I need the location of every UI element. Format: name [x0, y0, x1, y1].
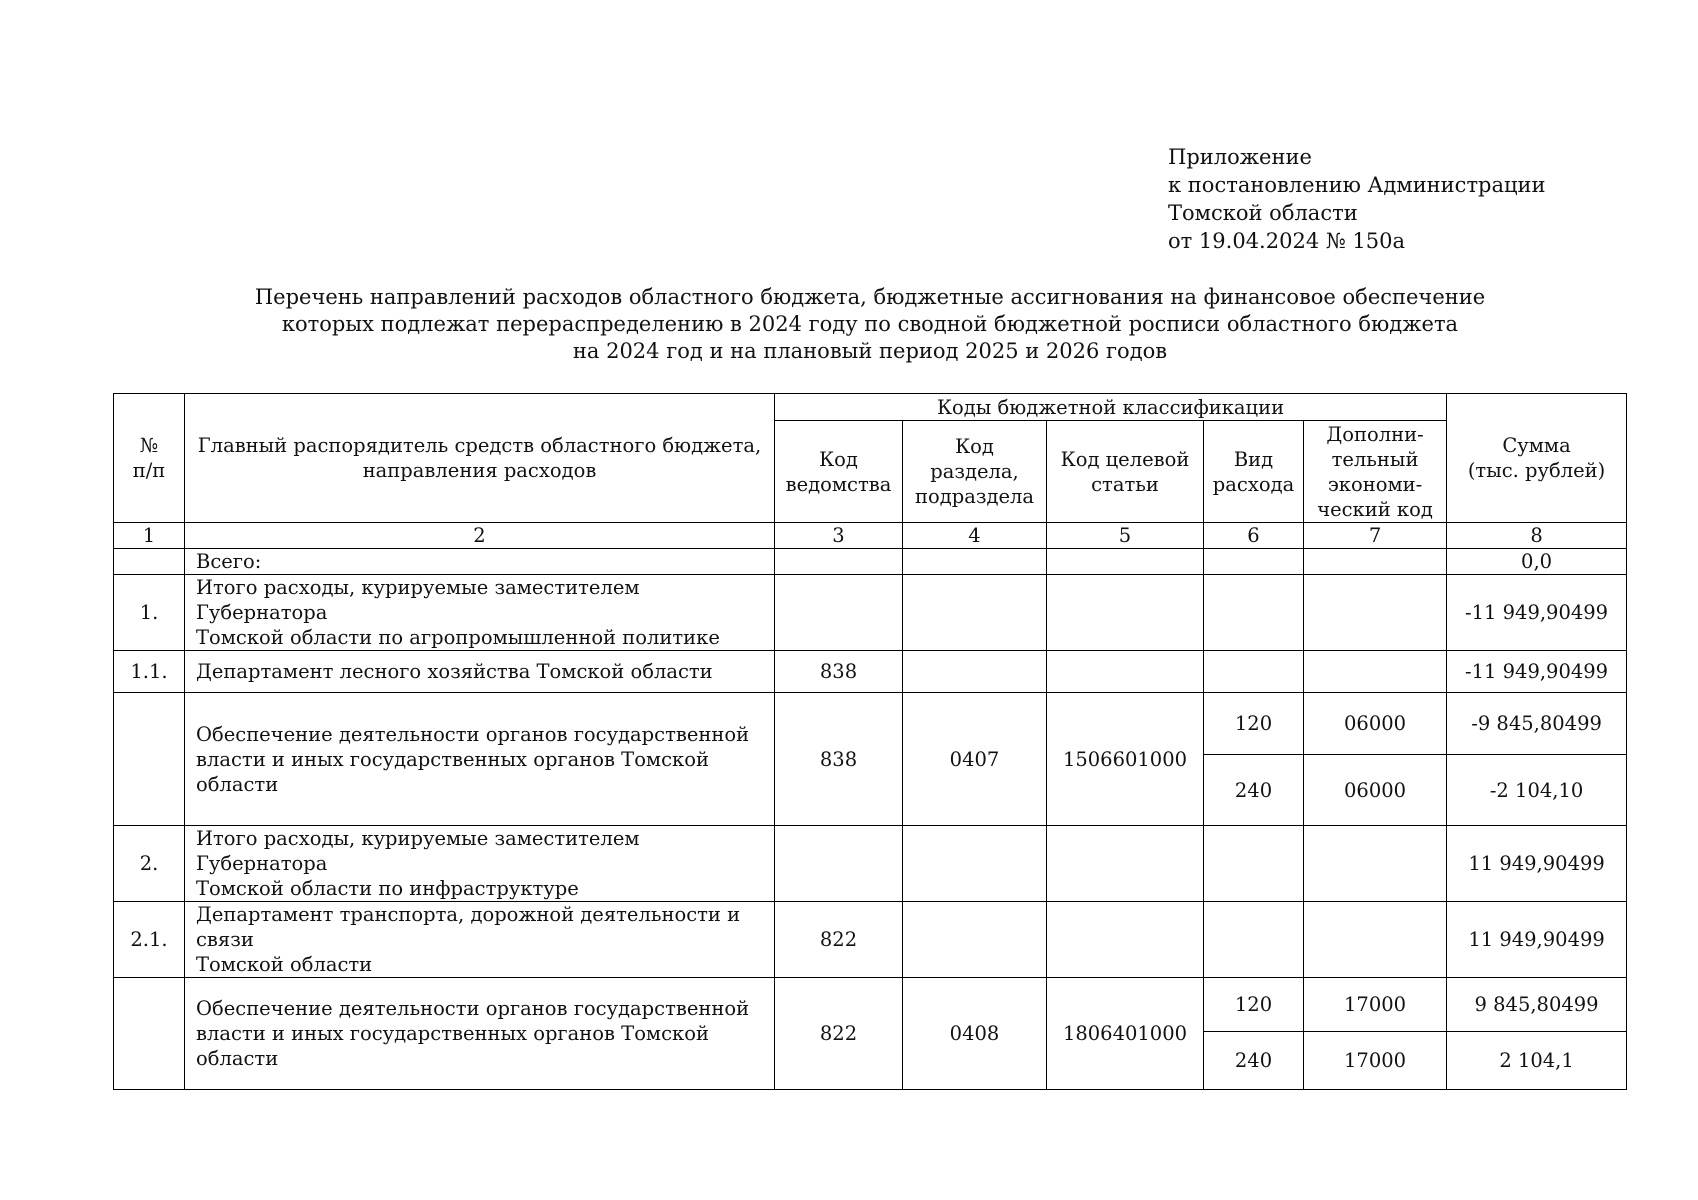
row-name-line: Обеспечение деятельности органов государственной [196, 997, 750, 1020]
total-label: Всего: [185, 549, 775, 575]
header-line: тельный [1331, 447, 1419, 471]
empty-cell [775, 549, 903, 575]
header-expense-type [1204, 421, 1304, 523]
empty-cell [1204, 826, 1304, 902]
header-line: подраздела [914, 485, 1035, 508]
empty-cell [903, 575, 1047, 651]
row-num: 1.1. [114, 651, 185, 693]
header-line: Дополни- [1326, 422, 1424, 446]
empty-cell [114, 978, 185, 1090]
header-codes-group: Коды бюджетной классификации [775, 394, 1447, 421]
item-row [114, 978, 1627, 1032]
header-num [114, 394, 185, 523]
column-number: 5 [1047, 523, 1204, 549]
empty-cell [775, 575, 903, 651]
title-line: на 2024 год и на плановый период 2025 и 2026 годов [572, 339, 1168, 363]
row-name-line: Обеспечение деятельности органов государственной [196, 722, 750, 746]
header-num-line: № [139, 434, 159, 457]
extra-code: 17000 [1304, 978, 1447, 1032]
title-line: которых подлежат перераспределению в 2024 году по сводной бюджетной росписи областного бюджета [281, 312, 1459, 336]
row-name-line: власти и иных государственных органов Томской области [196, 747, 709, 796]
header-extra-code [1304, 421, 1447, 523]
empty-cell [1204, 575, 1304, 651]
row-num: 2.1. [114, 902, 185, 978]
row-name [185, 693, 775, 826]
appendix-line: от 19.04.2024 № 150а [1168, 229, 1405, 253]
empty-cell [903, 549, 1047, 575]
empty-cell [1304, 651, 1447, 693]
budget-table [113, 393, 1627, 1090]
empty-cell [114, 549, 185, 575]
row-sum: 11 949,90499 [1447, 826, 1627, 902]
row-sum: -2 104,10 [1447, 755, 1627, 826]
section-code: 0408 [903, 978, 1047, 1090]
empty-cell [903, 902, 1047, 978]
empty-cell [1047, 902, 1204, 978]
header-target-code [1047, 421, 1204, 523]
table-header-row [114, 394, 1627, 421]
department-row [114, 651, 1627, 693]
row-name [185, 826, 775, 902]
column-number: 1 [114, 523, 185, 549]
column-number-row [114, 523, 1627, 549]
group-row [114, 575, 1627, 651]
row-name-line: Департамент транспорта, дорожной деятельности и связи [196, 903, 741, 951]
row-sum: -9 845,80499 [1447, 693, 1627, 755]
header-line: ведомства [785, 472, 892, 496]
appendix-block [1168, 143, 1546, 255]
row-name: Департамент лесного хозяйства Томской области [185, 651, 775, 693]
column-number: 2 [185, 523, 775, 549]
empty-cell [1204, 902, 1304, 978]
expense-type: 120 [1204, 978, 1304, 1032]
header-line: Код раздела, [930, 435, 1019, 483]
row-name-line: Томской области по инфраструктуре [196, 877, 579, 900]
total-row [114, 549, 1627, 575]
row-sum: 9 845,80499 [1447, 978, 1627, 1032]
empty-cell [1047, 651, 1204, 693]
empty-cell [1047, 575, 1204, 651]
empty-cell [1304, 902, 1447, 978]
appendix-line: к постановлению Администрации [1168, 173, 1546, 197]
dept-code: 838 [775, 693, 903, 826]
dept-code: 838 [775, 651, 903, 693]
expense-type: 240 [1204, 1032, 1304, 1090]
group-row [114, 826, 1627, 902]
header-line: Код целевой [1060, 447, 1190, 471]
dept-code: 822 [775, 902, 903, 978]
header-sum [1447, 394, 1627, 523]
empty-cell [1047, 549, 1204, 575]
target-code: 1506601000 [1047, 693, 1204, 826]
row-name-line: Томской области [196, 953, 373, 976]
empty-cell [1204, 651, 1304, 693]
header-name-line: Главный распорядитель средств областного бюджета, [197, 434, 762, 457]
row-sum: -11 949,90499 [1447, 651, 1627, 693]
row-name-line: Томской области по агропромышленной политике [196, 626, 720, 649]
header-sum-line: (тыс. рублей) [1467, 459, 1606, 482]
header-line: расхода [1212, 472, 1295, 496]
header-line: Код [819, 447, 858, 471]
department-row [114, 902, 1627, 978]
row-sum: 11 949,90499 [1447, 902, 1627, 978]
column-number: 4 [903, 523, 1047, 549]
row-name-line: Итого расходы, курируемые заместителем Губернатора [196, 827, 640, 875]
empty-cell [1204, 549, 1304, 575]
empty-cell [775, 826, 903, 902]
expense-type: 240 [1204, 755, 1304, 826]
column-number: 3 [775, 523, 903, 549]
column-number: 7 [1304, 523, 1447, 549]
header-line: ческий код [1317, 497, 1433, 521]
extra-code: 06000 [1304, 755, 1447, 826]
row-name [185, 575, 775, 651]
header-name-line: направления расходов [362, 459, 597, 482]
title-line: Перечень направлений расходов областного бюджета, бюджетные ассигнования на финансовое обеспечение [254, 285, 1486, 309]
row-name-line: Итого расходы, курируемые заместителем Губернатора [196, 576, 640, 624]
empty-cell [1047, 826, 1204, 902]
target-code: 1806401000 [1047, 978, 1204, 1090]
extra-code: 06000 [1304, 693, 1447, 755]
row-name [185, 902, 775, 978]
header-line: статьи [1091, 472, 1159, 496]
expense-type: 120 [1204, 693, 1304, 755]
row-name [185, 978, 775, 1090]
header-name [185, 394, 775, 523]
document-title [160, 284, 1580, 365]
row-name-line: власти и иных государственных органов Томской области [196, 1022, 709, 1070]
empty-cell [903, 826, 1047, 902]
total-sum: 0,0 [1447, 549, 1627, 575]
appendix-line: Томской области [1168, 201, 1358, 225]
item-row [114, 693, 1627, 755]
empty-cell [903, 651, 1047, 693]
empty-cell [1304, 575, 1447, 651]
empty-cell [114, 693, 185, 826]
row-sum: -11 949,90499 [1447, 575, 1627, 651]
header-line: экономи- [1327, 472, 1423, 496]
appendix-line: Приложение [1168, 145, 1312, 169]
header-dept-code [775, 421, 903, 523]
row-num: 2. [114, 826, 185, 902]
row-sum: 2 104,1 [1447, 1032, 1627, 1090]
empty-cell [1304, 549, 1447, 575]
header-sum-line: Сумма [1502, 434, 1571, 457]
column-number: 6 [1204, 523, 1304, 549]
column-number: 8 [1447, 523, 1627, 549]
header-num-line: п/п [132, 459, 166, 482]
header-section-code [903, 421, 1047, 523]
dept-code: 822 [775, 978, 903, 1090]
empty-cell [1304, 826, 1447, 902]
row-num: 1. [114, 575, 185, 651]
extra-code: 17000 [1304, 1032, 1447, 1090]
section-code: 0407 [903, 693, 1047, 826]
header-line: Вид [1233, 447, 1274, 471]
